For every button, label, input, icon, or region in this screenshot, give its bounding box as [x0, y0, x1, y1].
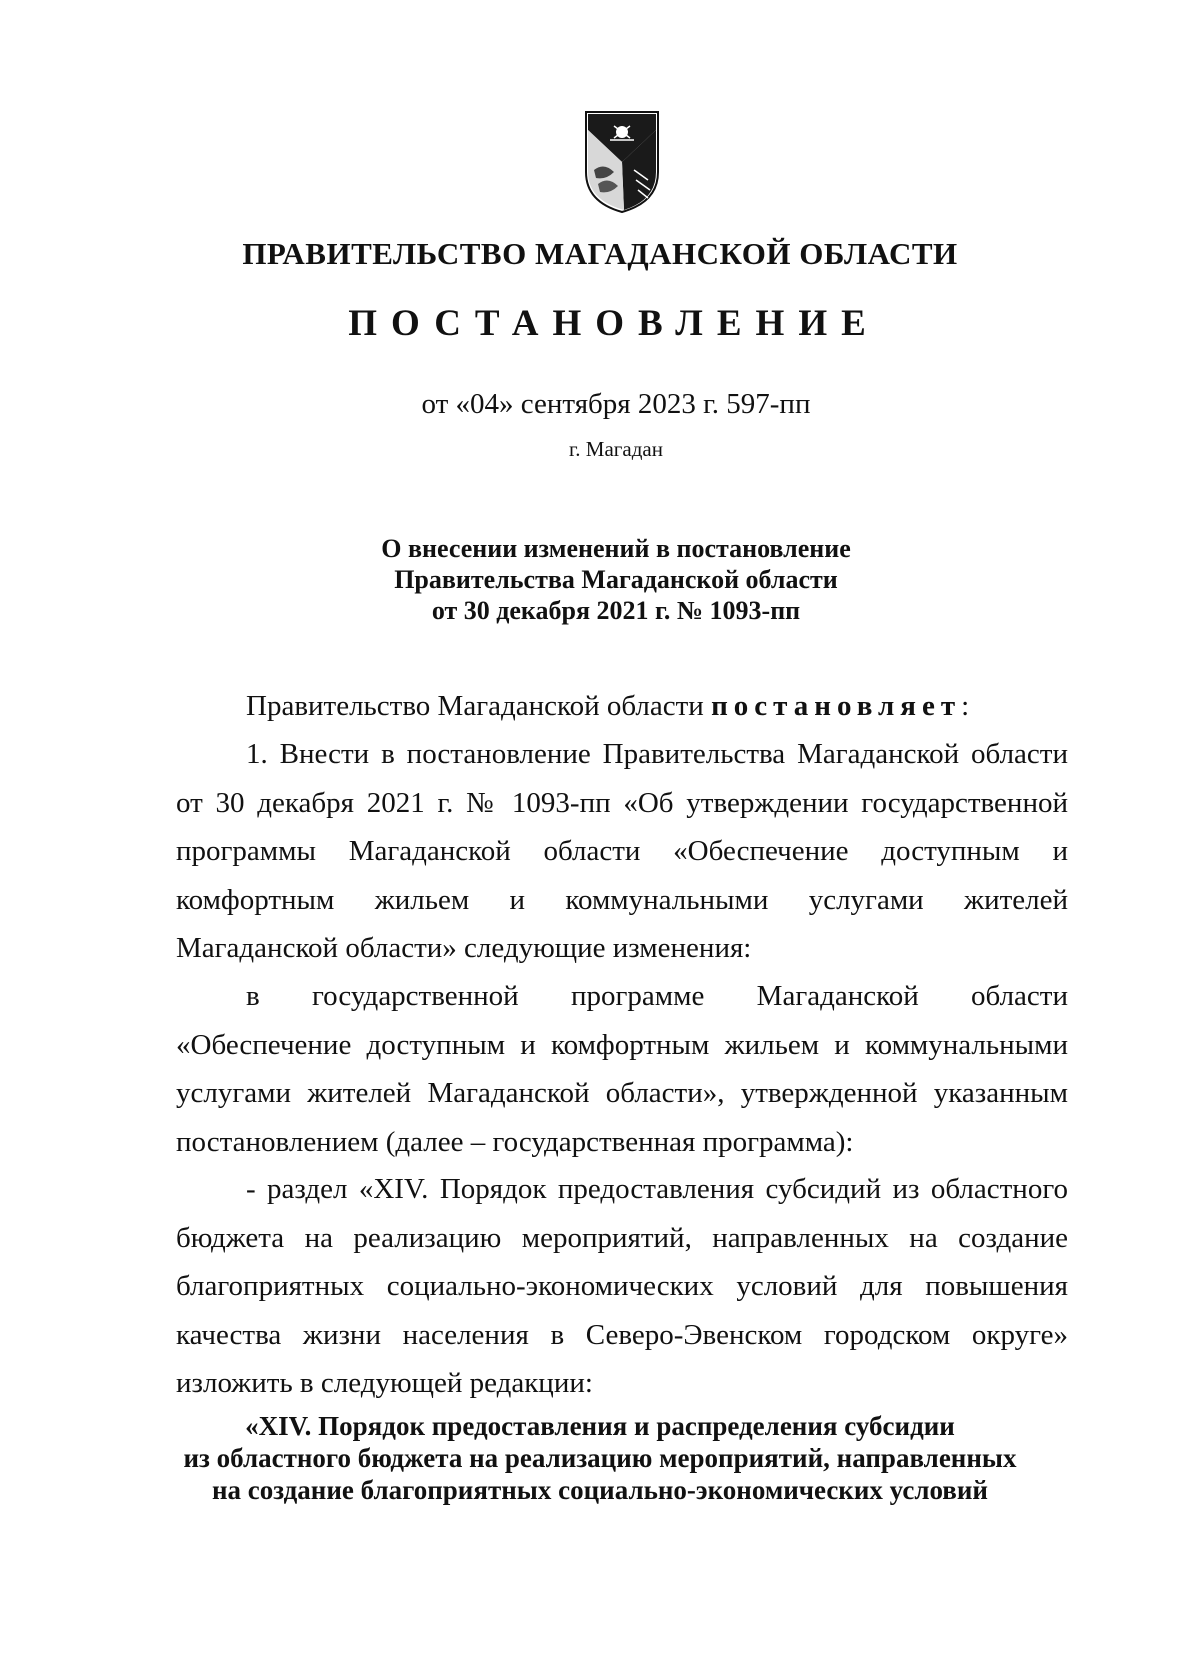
paragraph: в государственной программе Магаданской области «Обеспечение доступным и комфортным жильем и коммунальными услугами жителей Магаданской области», утвержденной указанным постановлением (далее – государственная программа): [176, 980, 1068, 1158]
city: г. Магадан [569, 437, 663, 461]
intro-colon: : [961, 690, 970, 722]
date-number-line [0, 388, 1200, 421]
subject-line: от 30 декабря 2021 г. № 1093-пп [431, 596, 801, 625]
coat-of-arms-icon [584, 110, 660, 214]
section-heading-line: из областного бюджета на реализацию мероприятий, направленных [183, 1443, 1017, 1473]
section-heading-line: «XIV. Порядок предоставления и распределения субсидии [245, 1411, 955, 1441]
intro-emphasis: постановляет [711, 690, 962, 722]
resolution-intro [176, 682, 1068, 731]
subject-line: О внесении изменений в постановление [381, 534, 851, 563]
section-heading [0, 1410, 1200, 1506]
government-title: ПРАВИТЕЛЬСТВО МАГАДАНСКОЙ ОБЛАСТИ [242, 236, 958, 271]
document-subject [0, 533, 1200, 626]
paragraph: 1. Внести в постановление Правительства Магаданской области от 30 декабря 2021 г. № 1093-пп «Об утверждении государственной программы Магаданской области «Обеспечение доступным и комфортным жильем и коммунальными услугами жителей Магаданской области» следующие изменения: [176, 738, 1068, 964]
document-type: ПОСТАНОВЛЕНИЕ [348, 303, 880, 344]
intro-text: Правительство Магаданской области [246, 690, 712, 722]
subject-line: Правительства Магаданской области [394, 565, 838, 594]
paragraph: - раздел «XIV. Порядок предоставления субсидий из областного бюджета на реализацию мероприятий, направленных на создание благоприятных социально-экономических условий для повышения качества жизни населения в Северо-Эвенском городском округе» изложить в следующей редакции: [176, 1173, 1068, 1399]
section-heading-line: на создание благоприятных социально-экономических условий [212, 1475, 988, 1505]
city-line [0, 437, 1200, 462]
date-number: от «04» сентября 2023 г. 597-пп [421, 388, 811, 420]
